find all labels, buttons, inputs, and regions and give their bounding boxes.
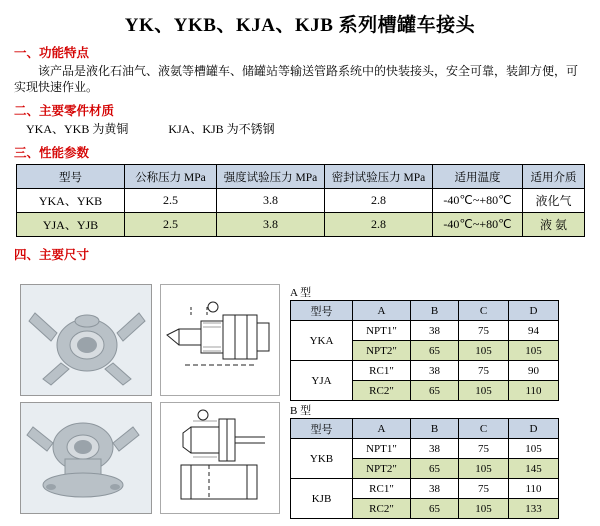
cell: 液化气 — [523, 189, 585, 213]
cell: YKA、YKB — [17, 189, 125, 213]
table-header-row — [291, 301, 559, 321]
cell: 75 — [459, 479, 509, 499]
cell: RC2" — [353, 381, 411, 401]
model-cell: YJA — [291, 361, 353, 401]
col-header: C — [459, 419, 509, 439]
cell: 105 — [459, 381, 509, 401]
cell: NPT2" — [353, 341, 411, 361]
cell: 75 — [459, 321, 509, 341]
cell: 105 — [459, 341, 509, 361]
cell: 65 — [411, 499, 459, 519]
cell: 65 — [411, 341, 459, 361]
cell: 38 — [411, 439, 459, 459]
performance-table — [16, 164, 585, 237]
cell: 2.8 — [325, 213, 433, 237]
cell: 105 — [459, 499, 509, 519]
page-title: YK、YKB、KJA、KJB 系列槽罐车接头 — [124, 15, 476, 36]
cell: 3.8 — [217, 213, 325, 237]
cell: 75 — [459, 439, 509, 459]
cell: 110 — [509, 381, 559, 401]
model-cell: KJB — [291, 479, 353, 519]
section-heading-dimensions: 四、主要尺寸 — [14, 248, 90, 262]
cell: YJA、YJB — [17, 213, 125, 237]
table-row — [291, 321, 559, 341]
cell: 2.8 — [325, 189, 433, 213]
col-header: 型号 — [17, 165, 125, 189]
col-header: 强度试验压力 MPa — [217, 165, 325, 189]
cell: 133 — [509, 499, 559, 519]
section-heading-performance: 三、性能参数 — [14, 146, 90, 160]
section-heading-material: 二、主要零件材质 — [14, 104, 115, 118]
cell: 65 — [411, 459, 459, 479]
table-row — [17, 213, 585, 237]
cell: 94 — [509, 321, 559, 341]
cell: 65 — [411, 381, 459, 401]
cell: 105 — [459, 459, 509, 479]
document-page — [0, 10, 600, 526]
col-header: B — [411, 419, 459, 439]
type-a-label: A 型 — [290, 287, 312, 299]
col-header: C — [459, 301, 509, 321]
material-lines — [14, 121, 586, 137]
cell: RC2" — [353, 499, 411, 519]
col-header: 密封试验压力 MPa — [325, 165, 433, 189]
cell: 145 — [509, 459, 559, 479]
cell: NPT1" — [353, 439, 411, 459]
material-line-2: KJA、KJB 为不锈钢 — [168, 122, 275, 136]
col-header: 适用温度 — [433, 165, 523, 189]
cell: 110 — [509, 479, 559, 499]
col-header: 适用介质 — [523, 165, 585, 189]
section-heading-features: 一、功能特点 — [14, 46, 90, 60]
cell: -40℃~+80℃ — [433, 189, 523, 213]
cell: NPT1" — [353, 321, 411, 341]
cell: 105 — [509, 439, 559, 459]
product-photo-b — [20, 402, 152, 514]
table-row — [291, 439, 559, 459]
cell: 105 — [509, 341, 559, 361]
cell: -40℃~+80℃ — [433, 213, 523, 237]
dimension-table-b — [290, 418, 559, 519]
col-header: A — [353, 419, 411, 439]
table-row — [17, 189, 585, 213]
cell: 75 — [459, 361, 509, 381]
col-header: D — [509, 301, 559, 321]
table-header-row — [17, 165, 585, 189]
col-header: 公称压力 MPa — [125, 165, 217, 189]
table-header-row — [291, 419, 559, 439]
col-header: 型号 — [291, 301, 353, 321]
table-row — [291, 479, 559, 499]
cell: 2.5 — [125, 213, 217, 237]
cell: 3.8 — [217, 189, 325, 213]
cell: 液 氨 — [523, 213, 585, 237]
product-drawing-b — [160, 402, 280, 514]
cell: 90 — [509, 361, 559, 381]
material-line-1: YKA、YKB 为黄铜 — [26, 122, 129, 136]
table-row — [291, 361, 559, 381]
model-cell: YKB — [291, 439, 353, 479]
cell: NPT2" — [353, 459, 411, 479]
col-header: 型号 — [291, 419, 353, 439]
cell: 38 — [411, 361, 459, 381]
col-header: B — [411, 301, 459, 321]
col-header: A — [353, 301, 411, 321]
col-header: D — [509, 419, 559, 439]
product-drawing-a — [160, 284, 280, 396]
cell: 38 — [411, 479, 459, 499]
cell: 38 — [411, 321, 459, 341]
dimension-table-a — [290, 300, 559, 401]
type-b-label: B 型 — [290, 405, 312, 417]
model-cell: YKA — [291, 321, 353, 361]
cell: RC1" — [353, 479, 411, 499]
features-body: 该产品是液化石油气、液氨等槽罐车、储罐站等输送管路系统中的快装接头，安全可靠，装卸方便，可实现快速作业。 — [14, 64, 579, 94]
product-photo-a — [20, 284, 152, 396]
cell: 2.5 — [125, 189, 217, 213]
cell: RC1" — [353, 361, 411, 381]
